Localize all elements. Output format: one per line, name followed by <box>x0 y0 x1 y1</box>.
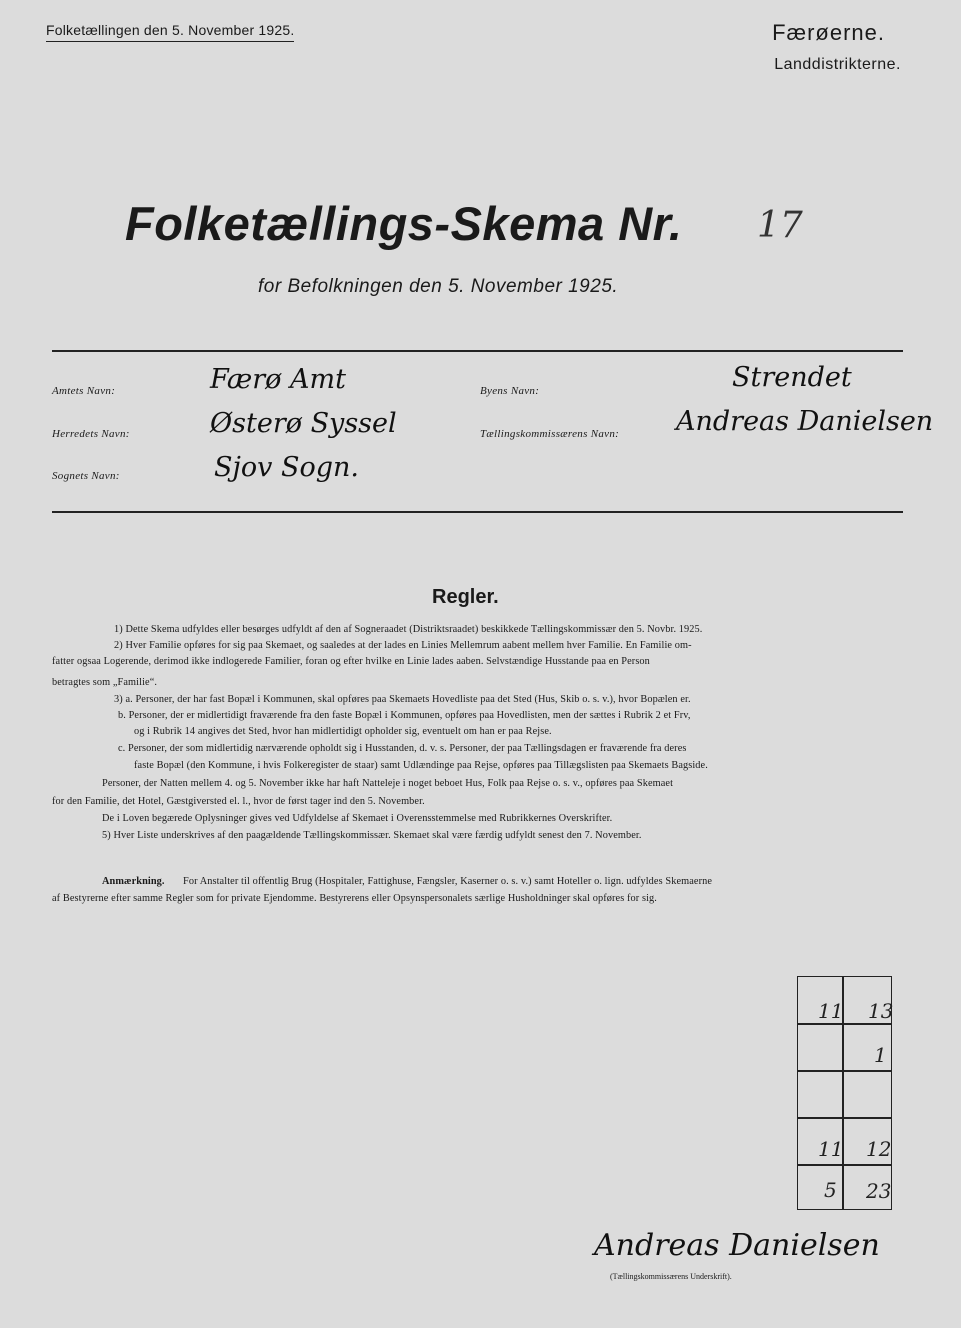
tally-row-line <box>798 1023 891 1025</box>
tally-r4-left: 11 <box>818 1137 844 1161</box>
rule-line: 2) Hver Familie opføres for sig paa Skemaet, og saaledes at der lades en Linies Mellemrum aabent mellem hver Familie. En Familie om- <box>114 640 692 651</box>
top-divider <box>52 350 903 352</box>
bottom-divider <box>52 511 903 513</box>
census-date-header: Folketællingen den 5. November 1925. <box>46 22 294 42</box>
note-label: Anmærkning. <box>102 876 165 887</box>
tally-total-right: 23 <box>866 1179 892 1203</box>
region-heading: Færøerne. <box>772 20 885 45</box>
amt-value: Færø Amt <box>210 364 346 395</box>
rule-line: b. Personer, der er midlertidigt fraværende fra den faste Bopæl i Kommunen, opføres paa Hovedlisten, men der sættes i Rubrik 2 et Frv, <box>118 710 691 721</box>
rule-line: 5) Hver Liste underskrives af den paagældende Tællingskommissær. Skemaet skal være færdig udfyldt senest den 7. November. <box>102 830 642 841</box>
rules-heading: Regler. <box>432 586 499 608</box>
amt-label: Amtets Navn: <box>52 385 116 397</box>
rule-line: 1) Dette Skema udfyldes eller besørges udfyldt af den af Sogneraadet (Distriktsraadet) beskikkede Tællingskommissær den 5. Novbr. 1925. <box>114 624 703 635</box>
rule-line: c. Personer, der som midlertidig nærværende opholdt sig i Husstanden, d. v. s. Personer, der paa Tællingsdagen er fraværende fra deres <box>118 743 687 754</box>
by-label: Byens Navn: <box>480 385 540 397</box>
tally-row-line <box>798 1164 891 1166</box>
rule-line: faste Bopæl (den Kommune, i hvis Folkeregister de staar) samt Udlændinge paa Rejse, opføres paa Tillægslisten paa Skemaets Bagside. <box>134 760 708 771</box>
sogn-label: Sognets Navn: <box>52 470 120 482</box>
tally-r1-left: 11 <box>818 999 844 1023</box>
tally-r2-right: 1 <box>874 1043 887 1067</box>
district-heading: Landdistrikterne. <box>774 56 901 73</box>
tally-box <box>797 976 892 1210</box>
rule-line: Personer, der Natten mellem 4. og 5. November ikke har haft Natteleje i noget beboet Hus, Folk paa Rejse o. s. v., opføres paa Skemaet <box>102 778 674 789</box>
tally-r4-right: 12 <box>866 1137 892 1161</box>
tally-row-line <box>798 1117 891 1119</box>
form-subtitle: for Befolkningen den 5. November 1925. <box>258 276 619 297</box>
rule-line: 3) a. Personer, der har fast Bopæl i Kommunen, skal opføres paa Skemaets Hovedliste paa det Sted (Hus, Skib o. s. v.), hvor Bopælen er. <box>114 694 691 705</box>
rule-line: betragtes som „Familie“. <box>52 677 158 688</box>
kommissaer-label: Tællingskommissærens Navn: <box>480 428 620 440</box>
by-value: Strendet <box>732 362 852 393</box>
sogn-value: Sjov Sogn. <box>214 452 359 483</box>
herred-label: Herredets Navn: <box>52 428 130 440</box>
kommissaer-value: Andreas Danielsen <box>676 406 934 437</box>
form-title: Folketællings-Skema Nr. <box>125 197 683 250</box>
rule-line: fatter ogsaa Logerende, derimod ikke indlogerede Familier, foran og efter hvilke en Linie lades aaben. Selvstændige Husstande paa en Person <box>52 656 650 667</box>
rule-line: De i Loven begærede Oplysninger gives ved Udfyldelse af Skemaet i Overensstemmelse med Rubrikkernes Overskrifter. <box>102 813 613 824</box>
tally-r1-right: 13 <box>868 999 894 1023</box>
tally-total-left: 5 <box>824 1178 837 1202</box>
signature-caption: (Tællingskommissærens Underskrift). <box>610 1272 732 1281</box>
signature: Andreas Danielsen <box>594 1228 880 1263</box>
form-number: 17 <box>757 205 803 246</box>
herred-value: Østerø Syssel <box>210 408 397 439</box>
rule-line: for den Familie, det Hotel, Gæstgiversted el. l., hvor de først tager ind den 5. November. <box>52 796 425 807</box>
rule-line: og i Rubrik 14 angives det Sted, hvor han midlertidigt opholder sig, eventuelt om han er paa Rejse. <box>134 726 552 737</box>
note-line: For Anstalter til offentlig Brug (Hospitaler, Fattighuse, Fængsler, Kaserner o. s. v.) samt Hoteller o. lign. udfyldes Skemaerne <box>183 876 713 887</box>
note-line: af Bestyrerne efter samme Regler som for private Ejendomme. Bestyrerens eller Opsynspersonalets særlige Husholdninger skal opføres for sig. <box>52 893 657 904</box>
tally-row-line <box>798 1070 891 1072</box>
